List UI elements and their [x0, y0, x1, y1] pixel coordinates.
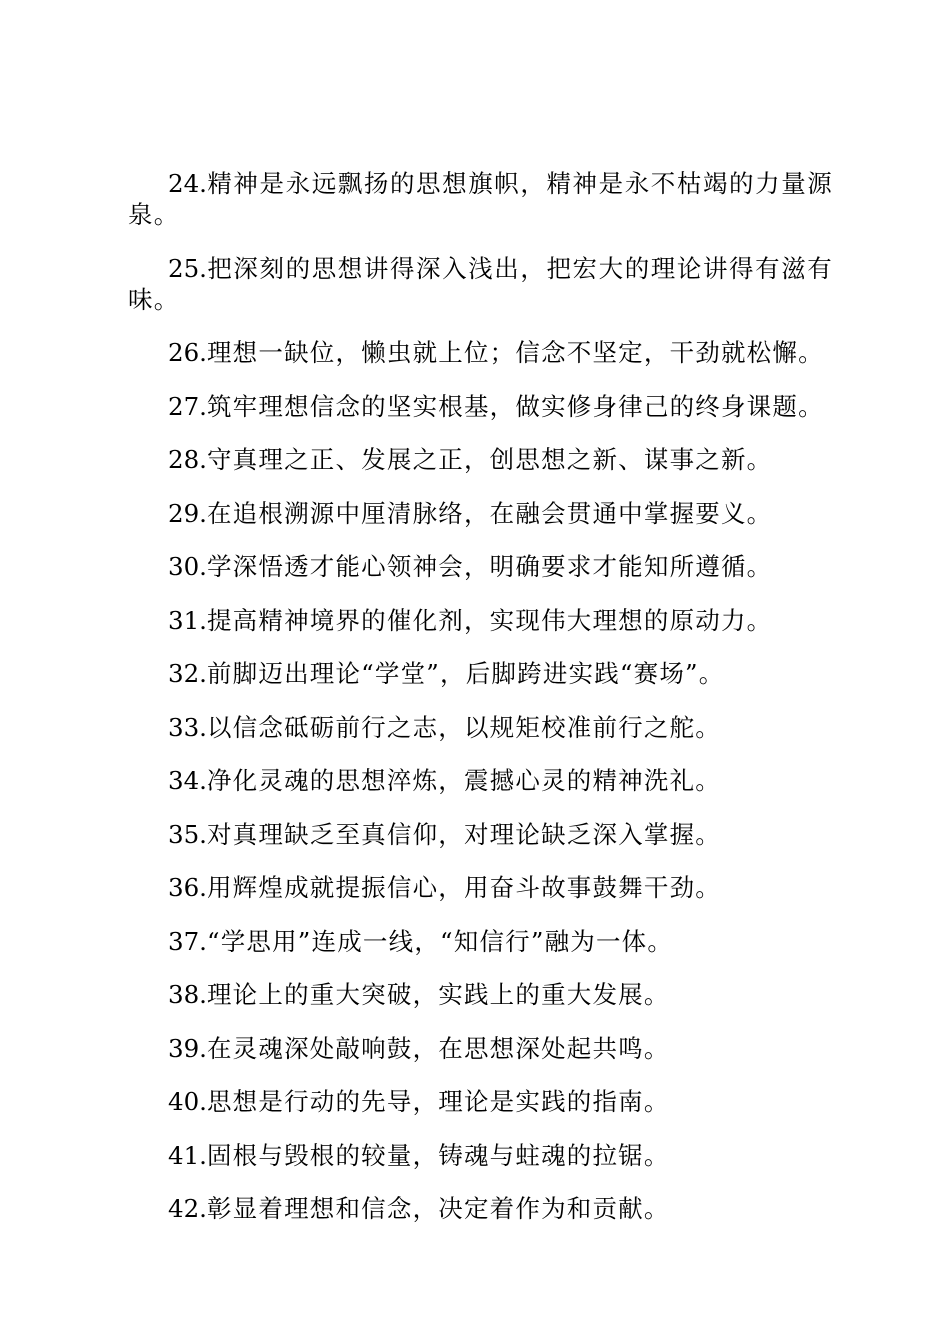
- item-text: 在追根溯源中厘清脉络，在融会贯通中掌握要义。: [206, 498, 773, 528]
- item-number: 34.: [168, 766, 207, 795]
- list-item: [128, 765, 833, 796]
- item-text: “学思用”连成一线，“知信行”融为一体。: [206, 926, 674, 956]
- list-item: [128, 658, 833, 689]
- item-text: 理论上的重大突破，实践上的重大发展。: [206, 980, 670, 1009]
- item-text: 把深刻的思想讲得深入浅出，把宏大的理论讲得有滋有味。: [128, 253, 833, 314]
- item-text: 彰显着理想和信念，决定着作为和贡献。: [206, 1194, 670, 1223]
- list-item: [128, 926, 833, 957]
- item-number: 35.: [168, 819, 207, 849]
- item-text: 在灵魂深处敲响鼓，在思想深处起共鸣。: [206, 1033, 670, 1063]
- item-number: 25.: [168, 253, 207, 283]
- list-item: [128, 498, 833, 529]
- list-item: [128, 872, 833, 903]
- item-number: 41.: [168, 1140, 207, 1170]
- item-number: 24.: [168, 169, 207, 198]
- item-number: 31.: [168, 605, 207, 635]
- list-item: [128, 391, 833, 422]
- item-text: 固根与毁根的较量，铸魂与蛀魂的拉锯。: [206, 1140, 670, 1170]
- item-number: 28.: [168, 445, 207, 474]
- list-item: [128, 337, 833, 368]
- list-item: [128, 979, 833, 1010]
- item-number: 36.: [168, 873, 207, 902]
- list-item: [128, 1140, 833, 1171]
- list-item: [128, 444, 833, 475]
- item-number: 27.: [168, 391, 207, 421]
- item-text: 守真理之正、发展之正，创思想之新、谋事之新。: [206, 445, 773, 474]
- item-text: 提高精神境界的催化剂，实现伟大理想的原动力。: [206, 605, 773, 635]
- item-number: 40.: [168, 1087, 207, 1116]
- item-number: 29.: [168, 498, 207, 528]
- item-text: 前脚迈出理论“学堂”，后脚跨进实践“赛场”。: [206, 659, 725, 688]
- item-number: 37.: [168, 926, 207, 956]
- list-item: [128, 253, 833, 315]
- item-text: 用辉煌成就提振信心，用奋斗故事鼓舞干劲。: [206, 873, 721, 902]
- list-item: [128, 1086, 833, 1117]
- item-text: 理想一缺位，懒虫就上位；信念不坚定，干劲就松懈。: [206, 338, 824, 367]
- list-item: [128, 168, 833, 230]
- item-text: 思想是行动的先导，理论是实践的指南。: [206, 1087, 670, 1116]
- list-item: [128, 712, 833, 743]
- item-text: 净化灵魂的思想淬炼，震撼心灵的精神洗礼。: [206, 766, 721, 795]
- sentence-list: [128, 168, 833, 1247]
- item-text: 学深悟透才能心领神会，明确要求才能知所遵循。: [206, 552, 773, 581]
- item-number: 39.: [168, 1033, 207, 1063]
- item-text: 筑牢理想信念的坚实根基，做实修身律己的终身课题。: [206, 391, 824, 421]
- item-number: 26.: [168, 338, 207, 367]
- item-number: 38.: [168, 980, 207, 1009]
- list-item: [128, 605, 833, 636]
- list-item: [128, 551, 833, 582]
- item-text: 以信念砥砺前行之志，以规矩校准前行之舵。: [206, 712, 721, 742]
- item-text: 精神是永远飘扬的思想旗帜，精神是永不枯竭的力量源泉。: [128, 169, 833, 229]
- item-text: 对真理缺乏至真信仰，对理论缺乏深入掌握。: [206, 819, 721, 849]
- item-number: 32.: [168, 659, 207, 688]
- item-number: 42.: [168, 1194, 207, 1223]
- item-number: 33.: [168, 712, 207, 742]
- list-item: [128, 1193, 833, 1224]
- list-item: [128, 1033, 833, 1064]
- list-item: [128, 819, 833, 850]
- item-number: 30.: [168, 552, 207, 581]
